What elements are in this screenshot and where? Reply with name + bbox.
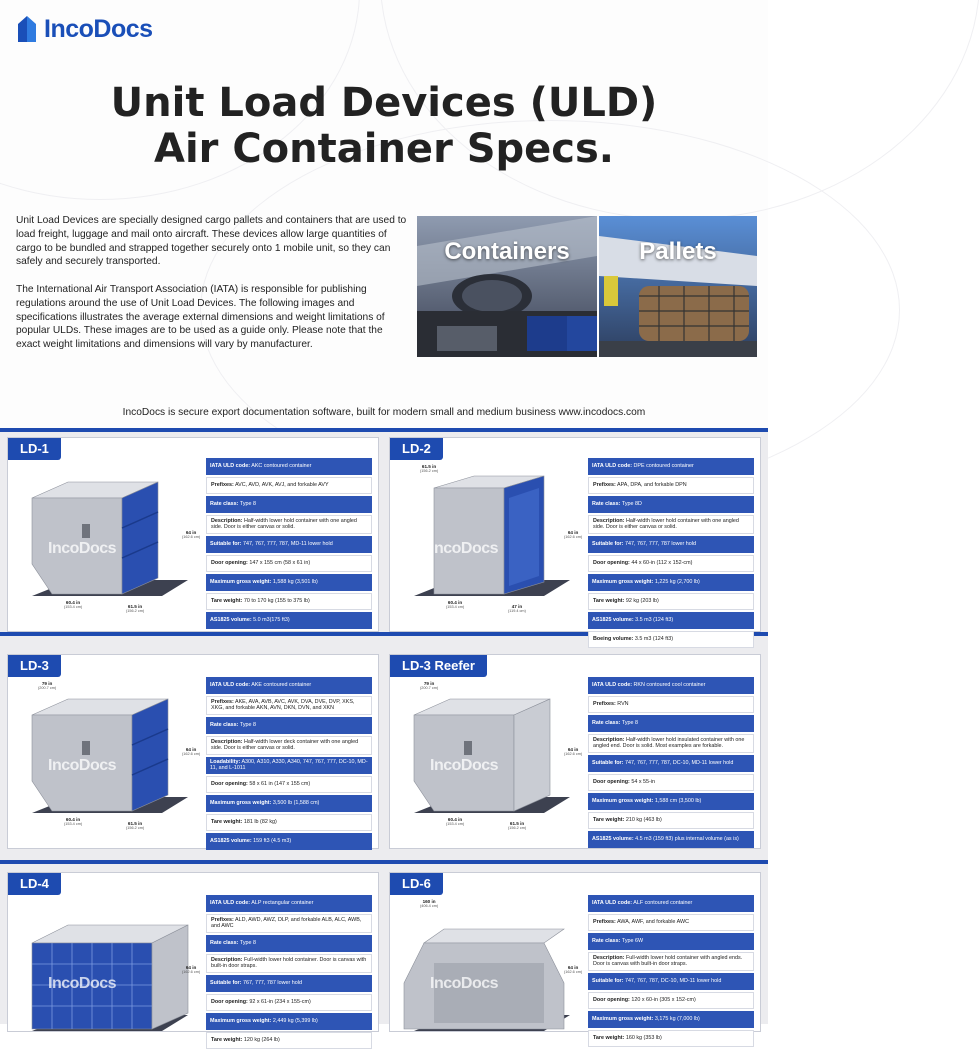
uld-type-tag: LD-6 <box>390 873 443 895</box>
dimension-label: 60.4 in (153.4 cm) <box>64 817 83 827</box>
pallets-photo <box>599 216 757 357</box>
drawing-area <box>394 685 590 840</box>
spec-row: Prefixes: AKE, AVA, AVB, AVC, AVK, DVA, DVE, DVP, XKS, XKG, and forkable AKN, AVN, DKN, DVN, and XKN <box>206 696 372 715</box>
spec-row: Tare weight: 160 kg (353 lb) <box>588 1030 754 1047</box>
spec-row: Description: Full-width lower hold container. Door is canvas with built-in door straps. <box>206 954 372 973</box>
watermark: IncoDocs <box>48 540 117 557</box>
spec-row: AS1825 volume: 3.5 m3 (124 ft3) <box>588 612 754 629</box>
uld-type-tag: LD-2 <box>390 438 443 460</box>
uld-card-ld-3 <box>7 654 379 849</box>
spec-row: IATA ULD code: DPE contoured container <box>588 458 754 475</box>
containers-caption: Containers <box>444 238 570 265</box>
watermark: IncoDocs <box>430 540 499 557</box>
spec-row: Tare weight: 70 to 170 kg (155 to 375 lb) <box>206 593 372 610</box>
spec-row: Door opening: 147 x 155 cm (58 x 61 in) <box>206 555 372 572</box>
title-line-2: Air Container Specs. <box>154 126 614 172</box>
brand-logo[interactable] <box>16 12 153 46</box>
dimension-label: 64 in (162.6 cm) <box>564 530 583 540</box>
dimension-label: 79 in (200.7 cm) <box>420 681 439 691</box>
spec-row: Door opening: 92 x 61-in (234 x 155-cm) <box>206 994 372 1011</box>
spec-row: Door opening: 44 x 60-in (112 x 152-cm) <box>588 555 754 572</box>
drawing-area <box>394 903 590 1058</box>
intro-paragraph-2: The International Air Transport Association (IATA) is responsible for publishing regulations around the use of Unit Load Devices. The following images and specifications illustrates the average external dimensions and weight limitations of popular ULDs. These images are to be used as a guide only. Please note that the exact weight limitations and dimensions will vary by manufacturer. <box>16 283 385 351</box>
dimension-label: 61.5 in (156.2 cm) <box>126 821 145 831</box>
spec-list <box>206 458 372 629</box>
spec-row: Rate class: Type 8 <box>206 935 372 952</box>
dimension-label: 61.5 in (156.2 cm) <box>420 464 439 474</box>
containers-photo <box>417 216 597 357</box>
brand-name: IncoDocs <box>44 14 153 43</box>
spec-row: Tare weight: 210 kg (463 lb) <box>588 812 754 829</box>
spec-row: Description: Half-width lower hold insulated container with one angled end. Door is solid. Most examples are forkable. <box>588 734 754 753</box>
spec-row: Suitable for: 747, 767, 777, 787 lower hold <box>588 536 754 553</box>
spec-row: AS1825 volume: 4.5 m3 (159 ft3) plus internal volume (as is) <box>588 831 754 848</box>
spec-list <box>588 677 754 848</box>
spec-row: Maximum gross weight: 1,588 kg (3,501 lb) <box>206 574 372 591</box>
spec-row: IATA ULD code: ALP rectangular container <box>206 895 372 912</box>
drawing-area <box>12 903 208 1058</box>
spec-row: Tare weight: 181 lb (82 kg) <box>206 814 372 831</box>
dimension-label: 64 in (162.6 cm) <box>182 747 201 757</box>
dimension-label: 79 in (200.7 cm) <box>38 681 57 691</box>
spec-list <box>588 895 754 1047</box>
incodocs-logo-icon <box>16 12 38 46</box>
spec-row: Rate class: Type 8 <box>588 715 754 732</box>
watermark: IncoDocs <box>48 757 117 774</box>
spec-row: Description: Half-width lower deck container with one angled side. Door is either canvas or solid. <box>206 736 372 755</box>
spec-row: Maximum gross weight: 1,588 cm (3,500 lb) <box>588 793 754 810</box>
watermark: IncoDocs <box>430 757 499 774</box>
spec-row: AS1825 volume: 5.0 m3(175 ft3) <box>206 612 372 629</box>
dimension-label: 60.4 in (153.4 cm) <box>446 817 465 827</box>
uld-card-ld-6 <box>389 872 761 1042</box>
spec-row: Prefixes: AWA, AWF, and forkable AWC <box>588 914 754 931</box>
uld-type-tag: LD-3 Reefer <box>390 655 487 677</box>
spec-row: Tare weight: 120 kg (264 lb) <box>206 1032 372 1049</box>
dimension-label: 160 in (406.4 cm) <box>420 899 439 909</box>
spec-row: Description: Full-width lower hold container with angled ends. Door is canvas with built-in door straps. <box>588 952 754 971</box>
spec-row: Description: Half-width lower hold container with one angled side. Door is either canvas or solid. <box>588 515 754 534</box>
spec-row: Door opening: 54 x 55-in <box>588 774 754 791</box>
spec-row: Suitable for: 747, 767, 777, 787, DC-10, MD-11 lower hold <box>588 755 754 772</box>
dimension-label: 64 in (162.6 cm) <box>182 965 201 975</box>
uld-type-tag: LD-3 <box>8 655 61 677</box>
spec-list <box>588 458 754 648</box>
dimension-label: 47 in (119.4 cm) <box>508 604 526 614</box>
uld-card-ld-1 <box>7 437 379 632</box>
spec-row: Maximum gross weight: 1,225 kg (2,700 lb) <box>588 574 754 591</box>
spec-row: Prefixes: ALD, AWD, AWZ, DLP, and forkable ALB, ALC, AWB, and AWC <box>206 914 372 933</box>
spec-row: Tare weight: 92 kg (203 lb) <box>588 593 754 610</box>
dimension-label: 64 in (162.6 cm) <box>564 747 583 757</box>
uld-card-ld-3-reefer <box>389 654 761 849</box>
spec-row: Prefixes: APA, DPA, and forkable DPN <box>588 477 754 494</box>
spec-row: Suitable for: 747, 767, 777, 787, MD-11 lower hold <box>206 536 372 553</box>
spec-row: IATA ULD code: AKC contoured container <box>206 458 372 475</box>
spec-row: Door opening: 120 x 60-in (305 x 152-cm) <box>588 992 754 1009</box>
watermark: IncoDocs <box>430 975 499 992</box>
dimension-label: 60.4 in (153.4 cm) <box>64 600 83 610</box>
spec-row: Door opening: 58 x 61 in (147 x 155 cm) <box>206 776 372 793</box>
drawing-area <box>394 468 590 623</box>
drawing-area <box>12 468 208 623</box>
intro-text <box>16 214 408 366</box>
spec-row: IATA ULD code: ALF contoured container <box>588 895 754 912</box>
spec-row: Maximum gross weight: 2,449 kg (5,399 lb) <box>206 1013 372 1030</box>
spec-row: Maximum gross weight: 3,175 kg (7,000 lb) <box>588 1011 754 1028</box>
spec-row: Rate class: Type 8 <box>206 496 372 513</box>
spec-row: Prefixes: RVN <box>588 696 754 713</box>
spec-row: Rate class: Type 8D <box>588 496 754 513</box>
dimension-label: 60.4 in (153.4 cm) <box>446 600 465 610</box>
spec-row: Rate class: Type 8 <box>206 717 372 734</box>
title-line-1: Unit Load Devices (ULD) <box>110 80 658 126</box>
spec-row: Suitable for: 747, 767, 787, DC-10, MD-11 lower hold <box>588 973 754 990</box>
spec-row: IATA ULD code: RKN contoured cool container <box>588 677 754 694</box>
spec-row: Maximum gross weight: 3,500 lb (1,588 cm) <box>206 795 372 812</box>
pallets-caption: Pallets <box>639 238 717 265</box>
photo-strip <box>417 216 755 357</box>
dimension-label: 61.5 in (156.2 cm) <box>508 821 527 831</box>
spec-row: IATA ULD code: AKE contoured container <box>206 677 372 694</box>
intro-paragraph-1: Unit Load Devices are specially designed cargo pallets and containers that are used to load freight, luggage and mail onto aircraft. These devices allow large quantities of cargo to be bundled and strapped together securely onto 1 mobile unit, so they can safely and securely transported. <box>16 215 407 268</box>
section-divider <box>0 860 768 864</box>
uld-type-tag: LD-4 <box>8 873 61 895</box>
spec-row: Boeing volume: 3.5 m3 (124 ft3) <box>588 631 754 648</box>
spec-row: Loadability: A300, A310, A330, A340, 747, 767, 777, DC-10, MD-11, and L-1011 <box>206 757 372 774</box>
spec-list <box>206 677 372 850</box>
spec-row: Rate class: Type 6W <box>588 933 754 950</box>
spec-row: Description: Half-width lower hold container with one angled side. Door is either canvas or solid. <box>206 515 372 534</box>
uld-type-tag: LD-1 <box>8 438 61 460</box>
uld-card-ld-4 <box>7 872 379 1043</box>
dimension-label: 64 in (162.6 cm) <box>564 965 583 975</box>
dimension-label: 61.5 in (156.2 cm) <box>126 604 145 614</box>
spec-row: Suitable for: 767, 777, 787 lower hold <box>206 975 372 992</box>
footer-tagline: IncoDocs is secure export documentation software, built for modern small and medium business www.incodocs.com <box>122 407 646 418</box>
watermark: IncoDocs <box>48 975 117 992</box>
spec-row: Prefixes: AVC, AVD, AVK, AVJ, and forkable AVY <box>206 477 372 494</box>
spec-row: AS1825 volume: 159 ft3 (4.5 m3) <box>206 833 372 850</box>
page-title <box>0 80 768 172</box>
uld-card-ld-2 <box>389 437 761 643</box>
dimension-label: 64 in (162.6 cm) <box>182 530 201 540</box>
spec-list <box>206 895 372 1049</box>
drawing-area <box>12 685 208 840</box>
